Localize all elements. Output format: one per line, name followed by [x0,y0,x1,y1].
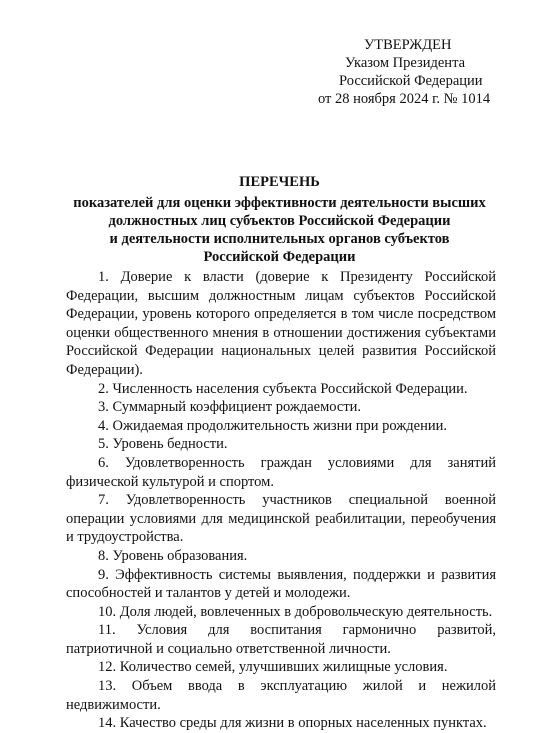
item-number: 4. [98,417,109,434]
list-item [66,435,496,454]
approval-stamp [318,36,518,108]
item-number: 6. [98,454,109,471]
item-number: 9. [98,566,109,583]
indicator-list [66,268,496,733]
item-text: Условия для воспитания гармонично развитой, патриотичной и социально ответственной личности. [66,622,497,657]
item-text: Доля людей, вовлеченных в добровольческую деятельность. [119,603,493,620]
item-number: 5. [98,436,109,453]
item-text: Удовлетворенность участников специальной военной операции условиями для медицинской реабилитации, переобучения и трудоустройства. [66,492,496,546]
list-item [66,380,496,399]
list-item [66,417,496,436]
subtitle-line: должностных лиц субъектов Российской Федерации [108,213,451,229]
item-number: 10. [98,603,117,620]
list-item [66,566,496,603]
item-number: 2. [98,380,109,397]
list-item [66,714,496,733]
list-item [66,454,496,491]
item-number: 14. [98,715,117,732]
list-item [66,677,496,714]
item-text: Ожидаемая продолжительность жизни при рождении. [112,417,448,434]
item-number: 8. [98,547,109,564]
list-item [66,398,496,417]
item-text: Количество семей, улучшивших жилищные условия. [119,659,448,676]
item-number: 13. [98,678,117,695]
item-text: Доверие к власти (доверие к Президенту Российской Федерации, высшим должностным лицам субъектов Российской Федерации, уровень которого определяется в том числе посредством оценки общественного мнения в отношении достижения субъектами Российской Федерации национальных целей развития Российской Федерации). [66,269,496,378]
item-text: Уровень образования. [112,547,248,564]
item-number: 7. [98,492,109,509]
subtitle-line: показателей для оценки эффективности деятельности высших [73,195,486,211]
item-text: Эффективность системы выявления, поддержки и развития способностей и талантов у детей и молодежи. [66,566,497,602]
list-item [66,491,496,547]
document-title: ПЕРЕЧЕНЬ [239,174,320,190]
approval-decree: Указом Президента [345,55,466,71]
list-item [66,621,496,658]
item-text: Удовлетворенность граждан условиями для занятий физической культурой и спортом. [66,454,496,490]
item-number: 12. [98,659,117,676]
list-item [66,658,496,677]
item-text: Суммарный коэффициент рождаемости. [112,399,362,416]
item-text: Качество среды для жизни в опорных населенных пунктах. [119,715,487,732]
subtitle-line: и деятельности исполнительных органов субъектов [109,231,450,247]
item-text: Численность населения субъекта Российской Федерации. [112,380,468,397]
list-item [66,547,496,566]
item-text: Уровень бедности. [112,436,228,453]
approval-title: УТВЕРЖДЕН [364,37,452,53]
list-item [66,603,496,622]
approval-date: от 28 ноября 2024 г. № 1014 [318,91,491,107]
approval-country: Российской Федерации [339,73,483,89]
item-number: 11. [98,622,116,639]
subtitle-line: Российской Федерации [203,249,356,265]
document-subtitle [66,194,493,266]
item-number: 3. [98,399,109,416]
list-item [66,268,496,380]
item-text: Объем ввода в эксплуатацию жилой и нежилой недвижимости. [66,678,497,713]
item-number: 1. [98,269,109,285]
